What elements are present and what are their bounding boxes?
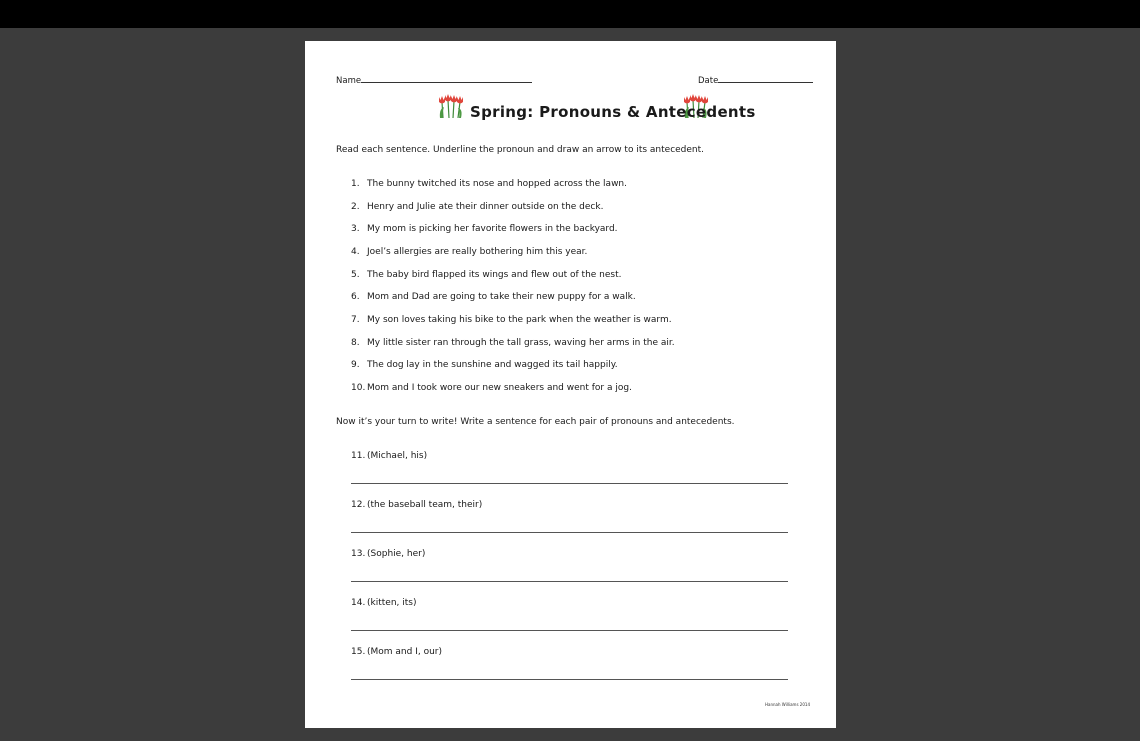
- name-label: Name: [336, 76, 362, 86]
- prompt-item: [351, 500, 482, 510]
- prompt-text: (Michael, his): [367, 451, 428, 461]
- sentence-item: [351, 224, 618, 234]
- answer-line[interactable]: [351, 483, 788, 484]
- item-number: 13.: [351, 549, 366, 559]
- item-number: 1.: [351, 179, 360, 189]
- sentence-item: [351, 383, 632, 393]
- sentence-text: My son loves taking his bike to the park when the weather is warm.: [367, 315, 672, 325]
- sentence-item: [351, 247, 587, 257]
- date-field: [698, 73, 813, 86]
- sentence-text: The dog lay in the sunshine and wagged its tail happily.: [367, 360, 618, 370]
- worksheet-page: [305, 41, 836, 728]
- item-number: 4.: [351, 247, 360, 257]
- item-number: 2.: [351, 202, 360, 212]
- sentence-text: Henry and Julie ate their dinner outside on the deck.: [367, 202, 604, 212]
- instructions-part-1: Read each sentence. Underline the pronoun and draw an arrow to its antecedent.: [336, 145, 705, 155]
- prompt-text: (Mom and I, our): [367, 647, 443, 657]
- prompt-text: (kitten, its): [367, 598, 417, 608]
- tulip-icon: [437, 92, 465, 118]
- item-number: 10.: [351, 383, 366, 393]
- item-number: 6.: [351, 292, 360, 302]
- date-label: Date: [698, 76, 719, 86]
- name-blank-line: [361, 73, 532, 83]
- prompt-item: [351, 598, 416, 608]
- item-number: 5.: [351, 270, 360, 280]
- author-credit: Hannah Williams 2014: [765, 702, 810, 707]
- sentence-text: The baby bird flapped its wings and flew out of the nest.: [367, 270, 622, 280]
- answer-line[interactable]: [351, 679, 788, 680]
- sentence-item: [351, 338, 675, 348]
- prompt-text: (Sophie, her): [367, 549, 426, 559]
- item-number: 9.: [351, 360, 360, 370]
- sentence-text: My little sister ran through the tall grass, waving her arms in the air.: [367, 338, 675, 348]
- item-number: 12.: [351, 500, 366, 510]
- worksheet-title: Spring: Pronouns & Antecedents: [470, 103, 756, 121]
- item-number: 15.: [351, 647, 366, 657]
- instructions-part-2: Now it’s your turn to write! Write a sentence for each pair of pronouns and antecedents.: [336, 417, 735, 427]
- sentence-item: [351, 292, 636, 302]
- item-number: 3.: [351, 224, 360, 234]
- date-blank-line: [718, 73, 813, 83]
- sentence-item: [351, 270, 622, 280]
- prompt-item: [351, 647, 442, 657]
- sentence-item: [351, 360, 618, 370]
- sentence-text: Mom and I took wore our new sneakers and went for a jog.: [367, 383, 632, 393]
- item-number: 8.: [351, 338, 360, 348]
- name-field: [336, 73, 532, 86]
- item-number: 14.: [351, 598, 366, 608]
- sentence-text: The bunny twitched its nose and hopped across the lawn.: [367, 179, 627, 189]
- sentence-item: [351, 202, 603, 212]
- top-bar: [0, 0, 1140, 28]
- answer-line[interactable]: [351, 581, 788, 582]
- sentence-text: My mom is picking her favorite flowers in the backyard.: [367, 224, 618, 234]
- item-number: 7.: [351, 315, 360, 325]
- answer-line[interactable]: [351, 532, 788, 533]
- prompt-item: [351, 549, 425, 559]
- prompt-item: [351, 451, 427, 461]
- prompt-text: (the baseball team, their): [367, 500, 483, 510]
- sentence-item: [351, 315, 672, 325]
- item-number: 11.: [351, 451, 366, 461]
- sentence-text: Joel’s allergies are really bothering him this year.: [367, 247, 588, 257]
- answer-line[interactable]: [351, 630, 788, 631]
- sentence-item: [351, 179, 627, 189]
- sentence-text: Mom and Dad are going to take their new puppy for a walk.: [367, 292, 636, 302]
